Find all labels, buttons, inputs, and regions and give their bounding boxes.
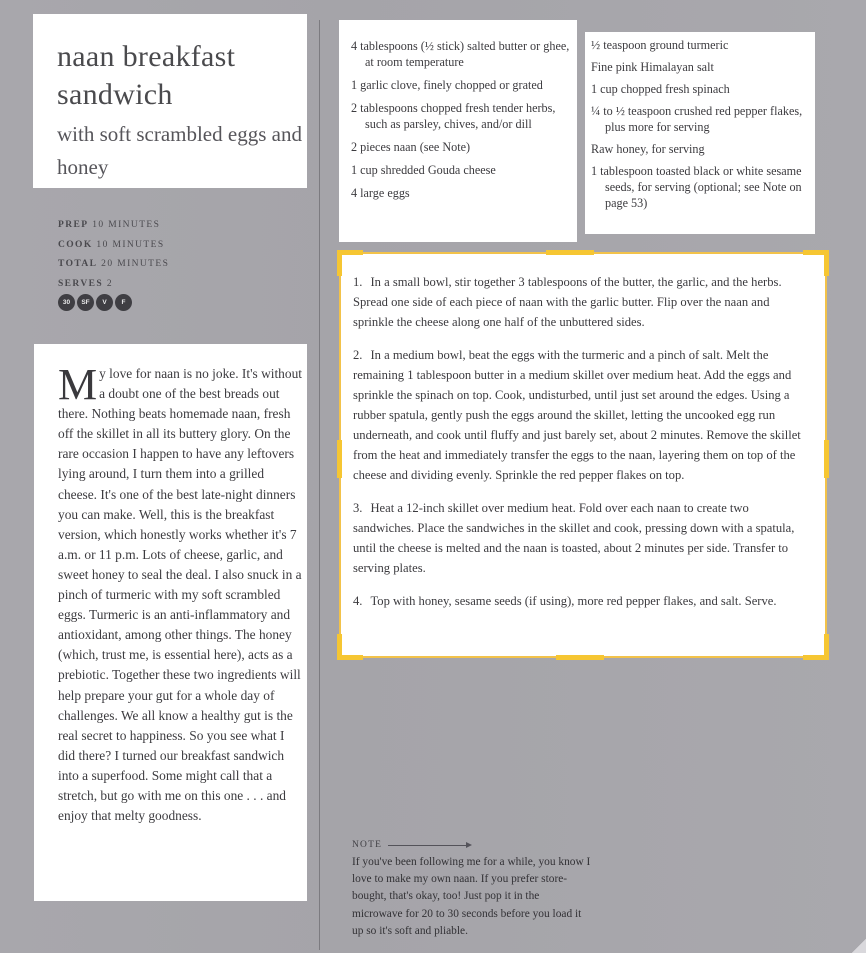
intro-text: y love for naan is no joke. It's without a doubt one of the best breads out there. Nothing beats homemade naan, fresh off the skillet in all its buttery glory. On the rare occasion I happen to have any leftovers lying around, I turn them into a grilled cheese. It's one of the best late-night dinners you can make. Well, this is the breakfast version, which honestly works whether it's 7 a.m. or 11 p.m. Lots of cheese, garlic, and sweet honey to seal the deal. I also snuck in a pinch of turmeric with my soft scrambled eggs. Turmeric is an anti-inflammatory and antioxidant, among other things. The honey (which, trust me, is essential here), acts as a prebiotic. Together these two ingredients will help prepare your gut for a whole day of challenges. We all know a healthy gut is the real secret to happiness. So you see what I did there? I turned our breakfast sandwich into a superfood. Some might call that a stretch, but go with me on this one . . . and enjoy that melty goodness. <box>58 366 302 824</box>
cook-time <box>58 236 169 256</box>
ingredient-item: 1 tablespoon toasted black or white sesame seeds, for serving (optional; see Note on page 53) <box>591 164 802 210</box>
steps-list <box>353 272 805 624</box>
selection-handle[interactable] <box>824 440 829 478</box>
title-box[interactable] <box>33 14 307 188</box>
note-rule <box>388 845 466 846</box>
ingredient-item: 2 pieces naan (see Note) <box>351 140 471 154</box>
step-text: In a medium bowl, beat the eggs with the turmeric and a pinch of salt. Melt the remaining 1 tablespoon butter in a medium skillet over medium heat. Add the eggs and sprinkle the spinach on top. Cook, undisturbed, until just set around the edges. Using a rubber spatula, gently push the eggs around the skillet, letting the uncooked egg run underneath, and cook until fluffy and just barely set, about 2 minutes. Remove the skillet from the heat and immediately transfer the eggs to the naan, layering them on top of the cheese and dividing evenly. Sprinkle the red pepper flakes on top. <box>353 348 801 482</box>
selection-handle[interactable] <box>337 250 342 276</box>
step-2 <box>353 345 805 485</box>
note-label: NOTE <box>352 840 383 850</box>
step-text: In a small bowl, stir together 3 tablespoons of the butter, the garlic, and the herbs. Spread one side of each piece of naan with the garlic butter. Flip over the naan and sprinkle the cheese along one half of the unbuttered sides. <box>353 275 782 329</box>
intro-paragraph <box>58 360 302 826</box>
prep-label: PREP <box>58 220 89 230</box>
prep-value: 10 MINUTES <box>92 220 161 230</box>
step-number: 3. <box>353 501 363 515</box>
ingredient-item: Fine pink Himalayan salt <box>591 60 714 74</box>
step-text: Heat a 12-inch skillet over medium heat. Fold over each naan to create two sandwiches. Place the sandwiches in the skillet and cook, pressing down with a spatula, until the cheese is melted and the naan is toasted, about 2 minutes per side. Transfer to serving plates. <box>353 501 795 575</box>
page-corner-icon <box>852 939 866 953</box>
ingredients-list-right <box>591 37 809 217</box>
serves-label: SERVES <box>58 278 104 289</box>
step-text: Top with honey, sesame seeds (if using), more red pepper flakes, and salt. Serve. <box>370 594 777 608</box>
step-3 <box>353 498 805 578</box>
ingredient-item: Raw honey, for serving <box>591 142 705 156</box>
diet-badges <box>58 294 132 311</box>
selection-handle[interactable] <box>824 634 829 660</box>
step-4 <box>353 591 805 611</box>
total-label: TOTAL <box>58 259 98 269</box>
ingredient-item: 4 large eggs <box>351 186 410 200</box>
step-number: 4. <box>353 594 363 608</box>
ingredients-right-box[interactable] <box>585 32 815 234</box>
selection-handle[interactable] <box>824 250 829 276</box>
step-number: 2. <box>353 348 363 362</box>
ingredient-item: 1 garlic clove, finely chopped or grated <box>351 78 543 92</box>
prep-time <box>58 216 169 236</box>
cook-label: COOK <box>58 239 93 250</box>
badge-sf: SF <box>77 294 94 311</box>
serves-value: 2 <box>106 278 113 289</box>
ingredient-item: 1 cup chopped fresh spinach <box>591 82 730 96</box>
badge-30: 30 <box>58 294 75 311</box>
selection-handle[interactable] <box>556 655 604 660</box>
total-value: 20 MINUTES <box>101 259 170 269</box>
selection-handle[interactable] <box>337 634 342 660</box>
recipe-title: naan breakfast sandwich <box>57 40 236 111</box>
note-box <box>340 836 590 940</box>
selection-handle[interactable] <box>546 250 594 255</box>
step-1 <box>353 272 805 332</box>
column-divider <box>319 20 320 950</box>
cook-value: 10 MINUTES <box>96 239 165 250</box>
serves <box>58 275 169 295</box>
total-time <box>58 255 169 275</box>
ingredients-list-left <box>351 38 571 208</box>
step-number: 1. <box>353 275 363 289</box>
ingredient-item: 4 tablespoons (½ stick) salted butter or ghee, at room temperature <box>351 39 570 69</box>
ingredient-item: 1 cup shredded Gouda cheese <box>351 163 496 177</box>
ingredient-item: ½ teaspoon ground turmeric <box>591 38 729 52</box>
selection-handle[interactable] <box>337 440 342 478</box>
ingredient-item: 2 tablespoons chopped fresh tender herbs, such as parsley, chives, and/or dill <box>351 101 556 131</box>
badge-f: F <box>115 294 132 311</box>
ingredient-item: ¼ to ½ teaspoon crushed red pepper flakes, plus more for serving <box>591 104 803 134</box>
recipe-times <box>58 216 169 294</box>
drop-cap: M <box>58 360 98 409</box>
note-text: If you've been following me for a while, you know I love to make my own naan. If you prefer store-bought, that's okay, too! Just pop it in the microwave for 20 to 30 seconds before you load it up so it's soft and pliable. <box>352 856 591 937</box>
steps-box[interactable] <box>339 252 827 658</box>
recipe-subtitle: with soft scrambled eggs and honey <box>57 122 302 179</box>
arrow-right-icon <box>466 842 472 848</box>
intro-box[interactable] <box>34 344 307 901</box>
badge-v: V <box>96 294 113 311</box>
ingredients-left-box[interactable] <box>339 20 577 242</box>
note-header <box>352 840 572 850</box>
